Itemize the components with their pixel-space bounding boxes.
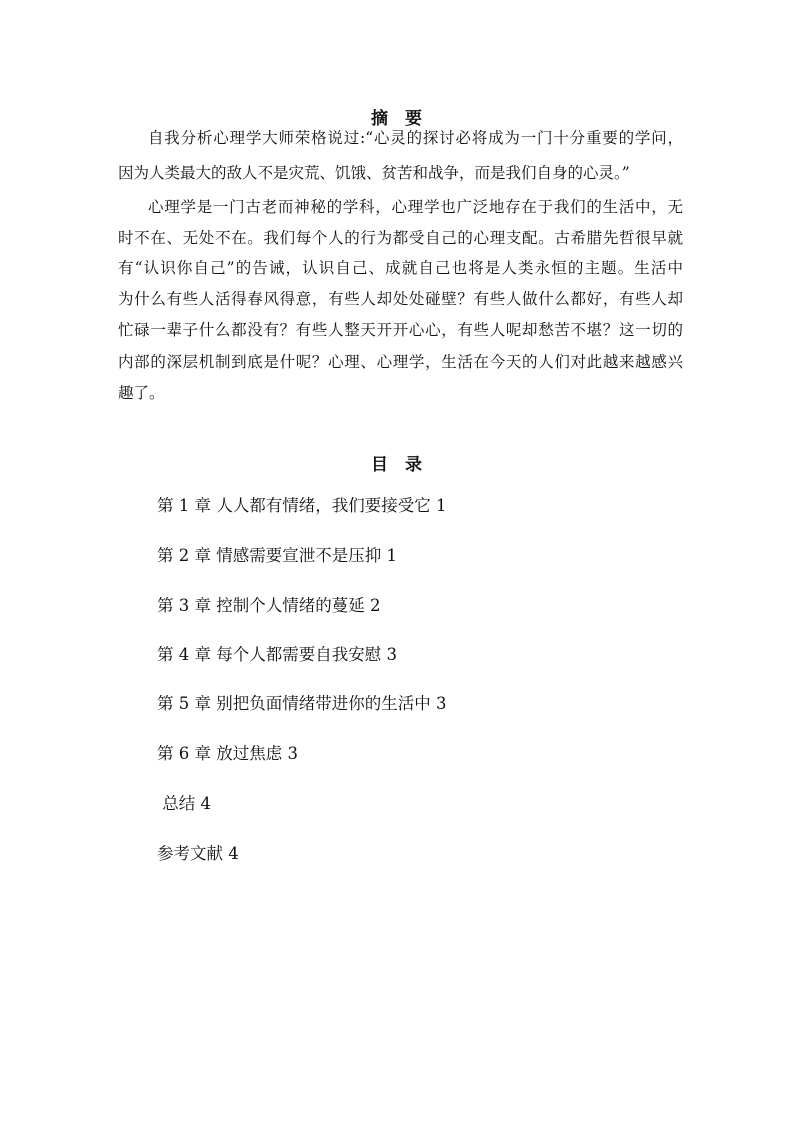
toc-item[interactable]: 参考文献 4 — [157, 844, 239, 863]
abstract-line: 内部的深层机制到底是什呢？心理、心理学，生活在今天的人们对此越来越感兴 — [118, 353, 683, 371]
toc-item[interactable]: 第 4 章 每个人都需要自我安慰 3 — [157, 645, 397, 664]
abstract-line: 自我分析心理学大师荣格说过:“心灵的探讨必将成为一门十分重要的学问， — [148, 129, 683, 147]
abstract-line: 忙碌一辈子什么都没有？有些人整天开开心心，有些人呢却愁苦不堪？这一切的 — [118, 321, 683, 339]
toc-item[interactable]: 第 3 章 控制个人情绪的蔓延 2 — [157, 596, 381, 615]
abstract-line: 为什么有些人活得春风得意，有些人却处处碰壁？有些人做什么都好，有些人却 — [118, 290, 683, 308]
abstract-heading: 摘 要 — [371, 109, 422, 129]
toc-heading: 目 录 — [371, 455, 422, 475]
toc-item[interactable]: 第 6 章 放过焦虑 3 — [157, 744, 298, 763]
toc-item[interactable]: 第 2 章 情感需要宣泄不是压抑 1 — [157, 546, 397, 565]
abstract-line: 心理学是一门古老而神秘的学科，心理学也广泛地存在于我们的生活中，无 — [148, 198, 683, 216]
toc-item[interactable]: 第 1 章 人人都有情绪，我们要接受它 1 — [157, 496, 447, 515]
abstract-line: 时不在、无处不在。我们每个人的行为都受自己的心理支配。古希腊先哲很早就 — [118, 229, 683, 247]
abstract-line: 趣了。 — [118, 384, 165, 402]
toc-item[interactable]: 总结 4 — [157, 794, 211, 813]
toc-item[interactable]: 第 5 章 别把负面情绪带进你的生活中 3 — [157, 694, 447, 713]
abstract-line: 因为人类最大的敌人不是灾荒、饥饿、贫苦和战争，而是我们自身的心灵。” — [118, 164, 630, 182]
abstract-line: 有“认识你自己”的告诫，认识自己、成就自己也将是人类永恒的主题。生活中 — [118, 259, 683, 277]
